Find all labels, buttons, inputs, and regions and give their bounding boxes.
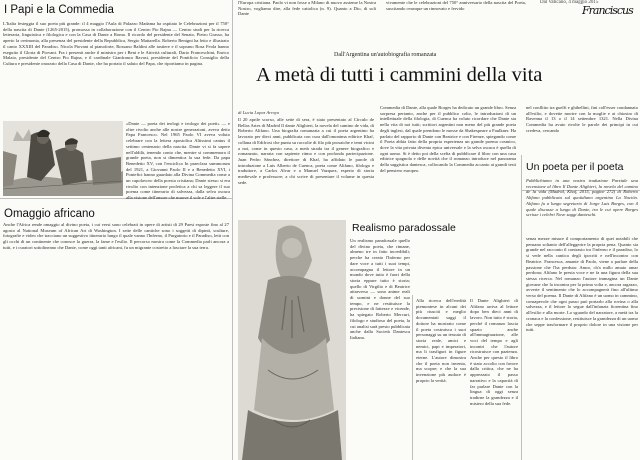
sidebar-body: Pubblichiamo in una nostra traduzione Parziale una recensione al libro Il Dante Alighieri, la novela del camino de la vida (Madrid, Khaf, 2015, pagine 272) di Roberto Alifano pubblicata sul quotidiano argentino La Nación. Alifano fu a lungo segretario di Jorge Luis Borges, con il quale discusse a lungo di Dante, tra le cui opere Borges scrisse i celebri Nove saggi danteschi. bbox=[526, 178, 638, 218]
article-byline: di Lucia Lopez Arroyo bbox=[238, 110, 280, 115]
article-col2: Alla ricerca dell'eredità piemontese in alcuni dei più riusciti e meglio documentati saggi il dottore ha mostrato come il poeta costruisca i suoi personaggi su un tessuto di storia reale, amici e nemici, papi e imperatori, ma li trasfiguri in figure eterne. L'autore dimostra che il poeta non inventa, ma scopre; e che la sua invenzione più audace è proprio la verità. bbox=[416, 298, 466, 383]
article-title: Omaggio africano bbox=[4, 208, 95, 220]
article-kicker: Dall'Argentina un'autobiografia romanzata bbox=[334, 52, 437, 58]
article-col1: Un realismo paradossale quello del divino poeta, che rimane, almeno tre in fatto incredibili; perche ha creato l'Inferno per dare voce a tutti i suoi tempi, accompagna il lettore in un mondo dove tutto è fuori della storia eppure tutto è storia; quello di Virgilio e di Beatrice attraverso — sono anime reali di uomini e donne del suo tempo, e ne restituisce la precisione di fattezze e vicende, ha spiegato Roberto Mercuri, filologo e studioso del poeta, la cui analisi sarà presto pubblicata anche dalla Società Dantesca Italiana. bbox=[350, 238, 410, 340]
article-title: I Papi e la Commedia bbox=[4, 4, 114, 16]
article-body-continued: «Dante — poeta dei teologi e teologo dei poeti» — e oltre rivolto anche alle nostre generazioni, aveva detto Papa Francesco. Nel 1965 Paolo VI aveva voluto celebrare con la lettera apostolica Altissimi cantus il settimo centenario della nascita. Dante vi si fa sapere nell'aldilà, tenendo conto che, mentre si commemora il grande poeta, non si dimentica la sua fede. Da papa Benedetto XV, con l'enciclica In praeclara summorum del 1921, a Giovanni Paolo II e a Benedetto XVI, i Pontefici hanno guardato alla Divina Commedia come a un capolavoro della poesia cristiana; Dante stesso si era rivolto con intenzione profetica a chi sa leggere il suo poema come itinerario di salvezza, dalla selva oscura alla visione dell'amore che muove il sole e l'altre stelle. bbox=[126, 121, 230, 201]
article-col1: Il 20 aprile scorso, alle sette di sera, è stato presentato al Círculo de Bellas Artes di Madrid Il dante Alighieri, la novela del camino de vida, di Roberto Alifano. Una biografia romanzata a cui il poeta argentino ha lavorato per dieci anni, pubblicata con cura dall'omonima editrice Khaf, collana di Edifrosi che punta su raccolte di filo più prosaiche e temi vicini a noi, come in questo caso, a metà strada tra il genere biografico e romanzato, narrata con sapiente ritmo e con profonda partecipazione. Juan Pedro Sánchez, direttore di Khaf, ha affidato le parole di introduzione a Luis Alberto de Cuenca, poeta come Alifano, filologo e traduttore, a Carlos Alvar e a Manuel Vazquez, esperto di storia medievale e professore; a chi scrive di presentare il volume in questa sede. bbox=[238, 117, 374, 185]
dante-engraving bbox=[3, 121, 123, 196]
article-col3: Il Dante Alighieri di Alifano arriva al lettore dopo ben dieci anni di lavoro. Non tutto è storia, perché il romanzo lascia spazio anche all'immaginazione, alle voci del tempo e agli incontri che l'autore ricostruisce con pazienza. Anche per questo il libro è stato accolto con favore dalla critica, che ne ha apprezzato il passo narrativo e la capacità di far parlare Dante con la lingua di oggi senza tradirne la grandezza e il mistero della sua fede. bbox=[470, 298, 518, 406]
article-title: Realismo paradossale bbox=[352, 222, 456, 234]
article-body: L'Italia festeggia il suo poeta più grande: il 4 maggio l'Aula di Palazzo Madama ha ospitato le Celebrazioni per il 750° della nascita di Dante (1265-2015), promossa in collaborazione con il Centro Pio Rajna — Centro studi per la ricerca letteraria, linguistica e filologica e con la Casa di Dante a Roma. Il ricordo del presidente del Senato, Pietro Grasso, ha aperto la cerimonia, alla presenza del presidente della Repubblica, Sergio Mattarella. Roberto Benigni ha letto e illustrato il canto XXXIII del Paradiso. Nicola Piovani al pianoforte, Rossano Baldini alle tastiere e il soprano Rosa Feola hanno eseguito il Gloria di Piovani. Fra i presenti anche il ministro per i Beni e le Attività culturali, Dario Franceschini, Enrico Malato, presidente del Centro Pio Rajna, e il cardinale Gianfranco Ravasi, presidente del Pontificio Consiglio della Cultura e presidente onorario della Casa di Dante, che ha portato il saluto del Papa, che riportiamo in pagina. bbox=[3, 21, 229, 66]
papal-signature: Franciscus bbox=[582, 4, 633, 17]
column-rule bbox=[232, 0, 233, 460]
column-rule bbox=[412, 295, 413, 460]
article-col2: Commedia di Dante, alla quale Borges ha dedicato un grande libro. Senza sorpresa pertanto, anche per il pubblico colto, le introduzioni di un intellettuale della filologia, di Cuenca ha voluto ricordare che Dante sta nella vita di noi tutti; scrittori argentini non meno del più grande poeta degli inglesi, dal quale prendono le mosse da Shakespeare a Faulkner. Ha parlato del rapporto di Dante con Beatrice e con Firenze, spiegando come il Poeta abbia fatto della propria esperienza un grande poema cosmico, dove la vita privata diventa epica universale e la selva oscura è quella di ogni uomo. Si è detto poi della scelta di pubblicare il libro con una casa editrice spagnola e delle novità che il romanzo introduce nel panorama della saggistica dantesca, collocando la Commedia accanto ai grandi testi del pensiero europeo. bbox=[380, 105, 516, 173]
sculpture-image bbox=[238, 220, 346, 460]
sidebar-title: Un poeta per il poeta bbox=[526, 161, 624, 173]
article-col3: nel conflitto tra guelfi e ghibellini, fini coll'esser condannato all'esilio, e dovette morire con la moglie e ai chiostro di Ravenna il 13 o il 14 settembre 1321. Nella Divina Commedia ha avuto rivolte le parole dei principi in cui credeva, cercando bbox=[526, 105, 638, 133]
article-body: Anche l'Africa rende omaggio al divino poeta, i cui versi sono celebrati in opere di artisti di 29 Paesi esposte fino al 27 agosto al National Museum of African Art di Washington. I sette delle cantiche sono i soggetti di dipinti, sculture, fotografie e video che tracciano un suggestivo itinerario lungo il quale vanno l'Inferno, il Purgatorio e il Paradiso, letti con gli occhi di un continente che conosce la guerra, la fame e l'esilio. Il percorso mostra come la Commedia parli ancora a tutti, e i curatori sottolineano che Dante, come oggi tanti africani, fu un migrante costretto a lasciare la sua terra. bbox=[3, 222, 229, 250]
article-headline: A metà di tutti i cammini della vita bbox=[256, 64, 543, 86]
dateline: Dal Vaticano, 4 maggio 2015 bbox=[540, 0, 599, 5]
top-strip-col3: vivamente che le celebrazioni del 750° anniversario della nascita del Poeta, suscitando ovunque un rinnovato e fervido bbox=[386, 0, 526, 11]
column-rule bbox=[521, 155, 522, 460]
sidebar-body-continued: senza mezze misure il comportamento di quei notabili che pensano soltanto dell'alleggerire la propria pena. Quanto sia grande nel racconto il contrasto tra l'inferno e il paradiso, lo si vede nella cantica degli ipocriti e nell'incontro con Beatrice. Francesca, amante di Paolo, viene a parlare della passione che l'ha perduta: Amor, ch'a nullo amato amar perdona; Alifano le presta voce e ne fa una figura della sua stessa ricerca. Nel romanzo l'autore immagina un Dante giovane che la incontra per la prima volta e, ancora ragazzo, avverte il sentimento che lo accompagnerà fino all'ultimo verso del poema. Il Dante di Alifano è un uomo in cammino, consapevole che ogni passo può portarlo alla rovina o alla salvezza, e il lettore lo segue dall'infanzia fiorentina fino all'esilio e alla morte. Lo sguardo del narratore, a metà tra la cronaca e la confessione, restituisce la grandezza di un uomo che seppe trasformare il proprio dolore in una visione per tutti. bbox=[526, 236, 638, 333]
top-strip-col2: l'Europa cristiana. Paolo vi non fosse a Milano di nuovo assieme la Nostra Nostro, vogliamo dire, alla fede cattolica (n. 9). Quanto a Dio, di soli Dante bbox=[238, 0, 376, 17]
